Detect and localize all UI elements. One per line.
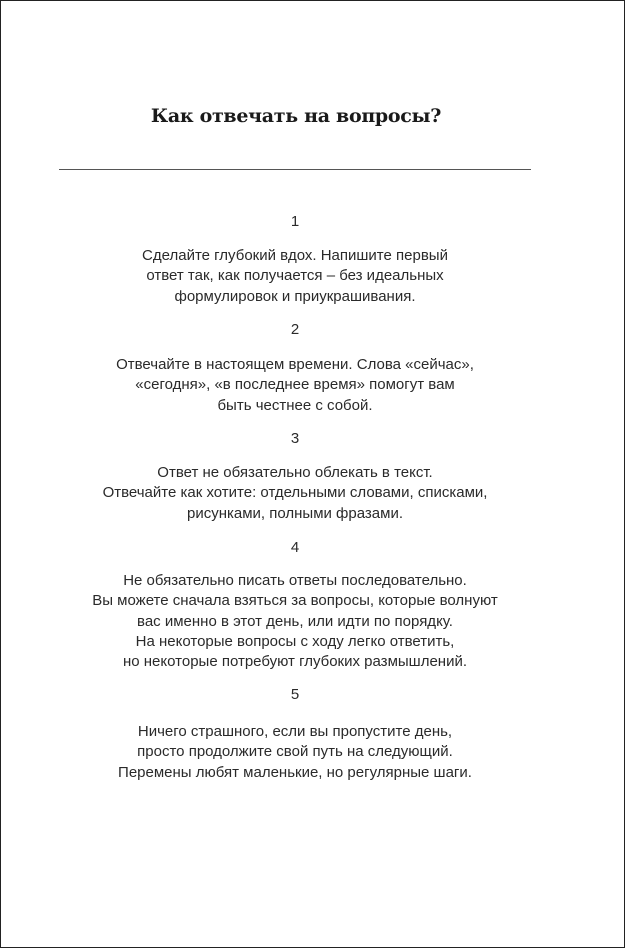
item-text (1, 246, 589, 307)
text-line: Отвечайте как хотите: отдельными словами, списками, (102, 484, 488, 502)
text-line: вас именно в этот день, или идти по порядку. (137, 612, 453, 630)
text-line: формулировок и приукрашивания. (174, 287, 416, 305)
text-line: просто продолжите свой путь на следующий. (137, 743, 453, 761)
text-line: Не обязательно писать ответы последовательно. (123, 572, 467, 589)
text-line: Перемены любят маленькие, но регулярные шаги. (118, 763, 472, 781)
text-line: но некоторые потребуют глубоких размышлений. (122, 653, 467, 671)
text-line: На некоторые вопросы с ходу легко ответить, (135, 632, 455, 650)
text-line: «сегодня», «в последнее время» помогут вам (135, 376, 455, 394)
text-line: Ответ не обязательно облекать в текст. (157, 464, 433, 481)
page-title: Как отвечать на вопросы? (150, 105, 442, 127)
item-text (1, 722, 589, 783)
text-line: Отвечайте в настоящем времени. Слова «сейчас», (116, 356, 474, 373)
text-line: Ничего страшного, если вы пропустите день, (137, 723, 453, 740)
text-line: ответ так, как получается – без идеальных (146, 267, 444, 285)
text-line: Сделайте глубокий вдох. Напишите первый (142, 247, 448, 264)
item-number: 2 (290, 321, 300, 338)
item-text (1, 571, 589, 672)
divider (59, 169, 531, 170)
text-line: рисунками, полными фразами. (186, 504, 403, 522)
text-line: быть честнее с собой. (217, 396, 373, 414)
text-line: Вы можете сначала взяться за вопросы, которые волнуют (92, 592, 498, 610)
item-number: 1 (290, 213, 300, 230)
item-number: 4 (290, 539, 300, 556)
item-text (1, 463, 589, 524)
item-text (1, 355, 589, 416)
item-number: 3 (290, 430, 300, 447)
item-number: 5 (290, 686, 300, 703)
